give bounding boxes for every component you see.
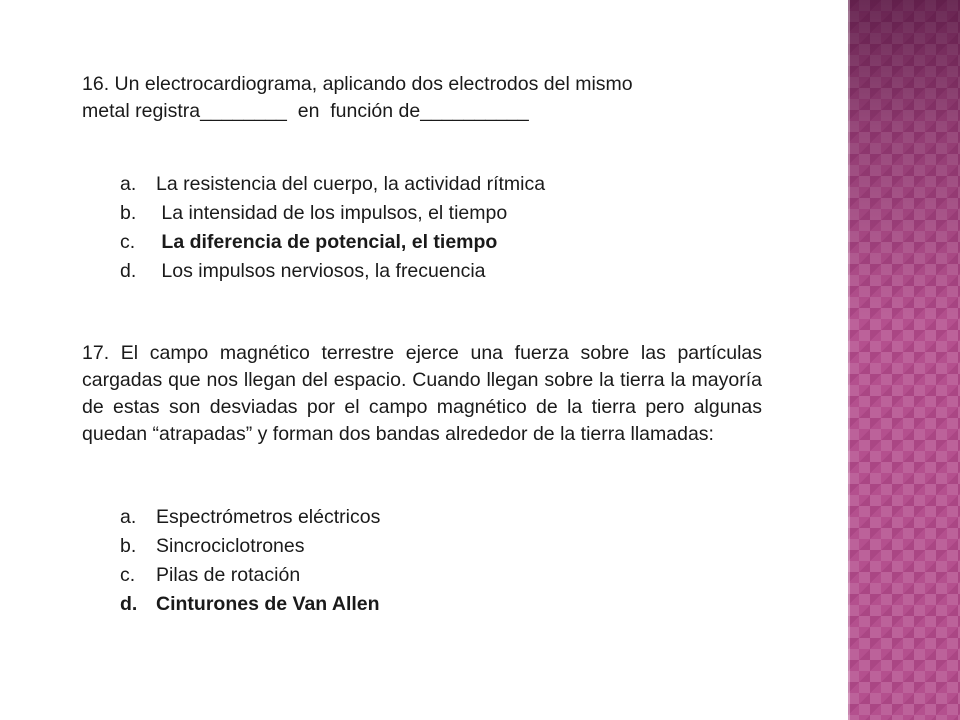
option-text: Cinturones de Van Allen <box>156 593 380 615</box>
option-16-c-correct <box>120 228 545 257</box>
option-text: Espectrómetros eléctricos <box>156 506 381 528</box>
question-16-line-1: 16. Un electrocardiograma, aplicando dos electrodos del mismo <box>82 73 633 95</box>
option-letter: b. <box>120 535 137 557</box>
decorative-side-band <box>848 0 960 720</box>
option-17-c <box>120 561 380 590</box>
option-letter: c. <box>120 231 136 253</box>
option-16-d <box>120 257 545 286</box>
question-16-options <box>120 170 545 286</box>
question-16 <box>82 71 762 125</box>
option-17-d-correct <box>120 590 380 619</box>
option-text: La resistencia del cuerpo, la actividad rítmica <box>156 173 546 195</box>
option-text: Sincrociclotrones <box>156 535 305 557</box>
option-16-b <box>120 199 545 228</box>
option-letter: a. <box>120 173 137 195</box>
question-17-options <box>120 503 380 619</box>
option-letter: d. <box>120 260 137 282</box>
option-text: Pilas de rotación <box>156 564 301 586</box>
option-letter: c. <box>120 564 136 586</box>
option-letter: a. <box>120 506 137 528</box>
option-letter: b. <box>120 202 137 224</box>
option-text: La diferencia de potencial, el tiempo <box>156 231 498 253</box>
question-16-line-2: metal registra________ en función de__________ <box>82 100 529 122</box>
side-band-edge <box>848 0 850 720</box>
option-17-b <box>120 532 380 561</box>
option-letter: d. <box>120 593 138 615</box>
question-17: 17. El campo magnético terrestre ejerce una fuerza sobre las partículas cargadas que nos llegan del espacio. Cuando llegan sobre la tierra la mayoría de estas son desviadas por el campo magnético de la tierra pero algunas quedan “atrapadas” y forman dos bandas alrededor de la tierra llamadas: <box>82 342 762 445</box>
option-text: Los impulsos nerviosos, la frecuencia <box>156 260 486 282</box>
option-16-a <box>120 170 545 199</box>
option-17-a <box>120 503 380 532</box>
option-text: La intensidad de los impulsos, el tiempo <box>156 202 508 224</box>
